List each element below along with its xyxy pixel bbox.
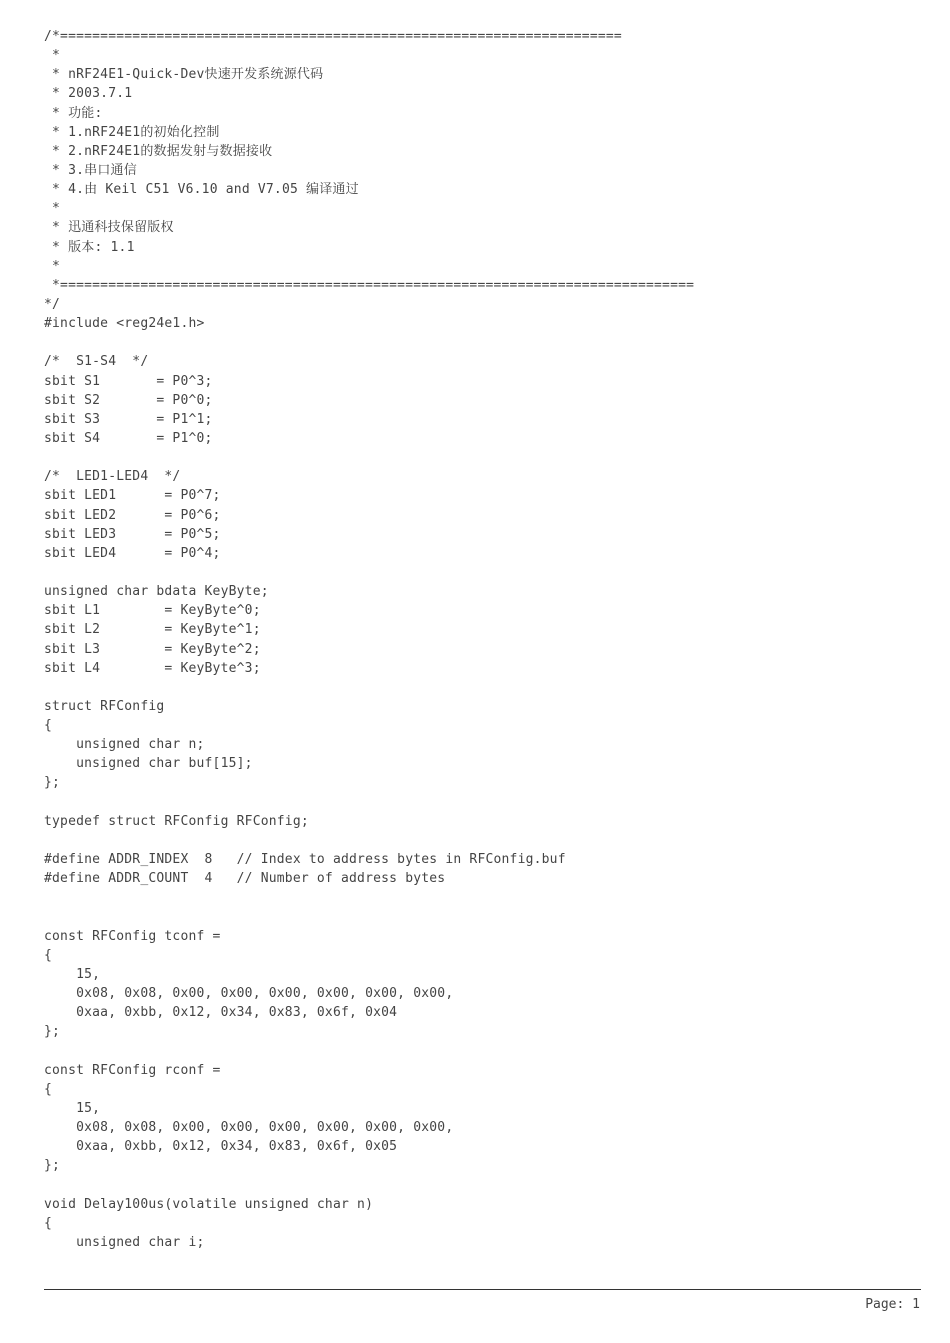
- source-code-listing: [44, 27, 694, 1252]
- code-line: const RFConfig tconf =: [44, 928, 221, 944]
- code-line: /* S1-S4 */: [44, 354, 149, 370]
- code-line: unsigned char buf[15];: [44, 756, 253, 772]
- code-line: [44, 793, 694, 812]
- page-number: Page: 1: [865, 1297, 920, 1312]
- code-line: {: [44, 947, 53, 963]
- code-line: };: [44, 1158, 61, 1174]
- code-line: [44, 1041, 694, 1060]
- code-line: [44, 831, 694, 850]
- code-line: typedef struct RFConfig RFConfig;: [44, 813, 309, 829]
- code-line: {: [44, 1081, 53, 1097]
- code-line: [44, 448, 694, 467]
- code-line: sbit L3 = KeyByte^2;: [44, 641, 261, 657]
- code-line: {: [44, 1215, 53, 1231]
- code-line: *: [44, 201, 61, 217]
- code-line: #include <reg24e1.h>: [44, 316, 205, 332]
- code-line: sbit LED1 = P0^7;: [44, 488, 221, 504]
- code-line: * 迅通科技保留版权: [44, 220, 174, 236]
- code-line: *: [44, 48, 61, 64]
- code-line: sbit LED4 = P0^4;: [44, 545, 221, 561]
- code-line: const RFConfig rconf =: [44, 1062, 221, 1078]
- code-line: sbit L1 = KeyByte^0;: [44, 603, 261, 619]
- code-line: [44, 1175, 694, 1194]
- code-line: sbit S2 = P0^0;: [44, 392, 213, 408]
- code-line: sbit LED3 = P0^5;: [44, 526, 221, 542]
- code-line: sbit S3 = P1^1;: [44, 411, 213, 427]
- code-line: /* LED1-LED4 */: [44, 469, 181, 485]
- code-line: sbit S1 = P0^3;: [44, 373, 213, 389]
- code-line: * 2.nRF24E1的数据发射与数据接收: [44, 143, 273, 159]
- code-line: * 功能:: [44, 105, 103, 121]
- code-line: unsigned char i;: [44, 1234, 205, 1250]
- code-line: unsigned char n;: [44, 737, 205, 753]
- code-line: * nRF24E1-Quick-Dev快速开发系统源代码: [44, 67, 324, 83]
- code-line: void Delay100us(volatile unsigned char n): [44, 1196, 374, 1212]
- code-line: 0xaa, 0xbb, 0x12, 0x34, 0x83, 0x6f, 0x05: [44, 1139, 398, 1155]
- code-line: * 2003.7.1: [44, 86, 133, 102]
- code-line: [44, 907, 694, 926]
- code-line: [44, 888, 694, 907]
- code-line: [44, 678, 694, 697]
- code-line: 0x08, 0x08, 0x00, 0x00, 0x00, 0x00, 0x00, 0x00,: [44, 986, 454, 1002]
- code-line: #define ADDR_INDEX 8 // Index to address bytes in RFConfig.buf: [44, 852, 566, 868]
- code-line: *===============================================================================: [44, 277, 695, 293]
- code-line: 0x08, 0x08, 0x00, 0x00, 0x00, 0x00, 0x00, 0x00,: [44, 1120, 454, 1136]
- code-line: * 1.nRF24E1的初始化控制: [44, 124, 220, 140]
- code-line: * 3.串口通信: [44, 162, 137, 178]
- footer-divider: [44, 1289, 921, 1290]
- code-line: /*======================================================================: [44, 29, 622, 44]
- code-line: sbit LED2 = P0^6;: [44, 507, 221, 523]
- code-line: 0xaa, 0xbb, 0x12, 0x34, 0x83, 0x6f, 0x04: [44, 1005, 398, 1021]
- code-line: unsigned char bdata KeyByte;: [44, 584, 269, 600]
- code-line: sbit L4 = KeyByte^3;: [44, 660, 261, 676]
- code-line: */: [44, 296, 61, 312]
- code-line: {: [44, 718, 53, 734]
- code-line: sbit L2 = KeyByte^1;: [44, 622, 261, 638]
- code-line: 15,: [44, 1100, 101, 1116]
- code-line: *: [44, 258, 61, 274]
- code-line: sbit S4 = P1^0;: [44, 430, 213, 446]
- code-line: * 4.由 Keil C51 V6.10 and V7.05 编译通过: [44, 182, 359, 198]
- code-line: struct RFConfig: [44, 698, 165, 714]
- code-line: [44, 333, 694, 352]
- code-line: * 版本: 1.1: [44, 239, 135, 255]
- code-line: #define ADDR_COUNT 4 // Number of address bytes: [44, 871, 446, 887]
- code-line: 15,: [44, 966, 101, 982]
- code-line: [44, 563, 694, 582]
- code-line: };: [44, 1024, 61, 1040]
- code-line: };: [44, 775, 61, 791]
